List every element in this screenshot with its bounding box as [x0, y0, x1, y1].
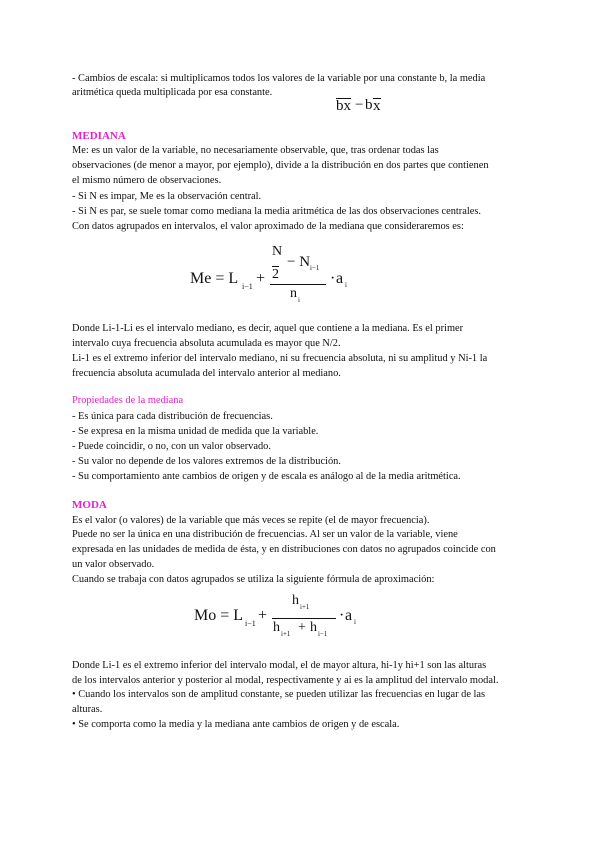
mediana-formula	[190, 244, 370, 310]
mediana-line-5: - Si N es par, se suele tomar como mediana la media aritmética de las dos observaciones centrales.	[72, 206, 481, 217]
moda-formula-num-sub: i+1	[300, 603, 310, 611]
moda-formula-a-sub: i	[354, 618, 356, 626]
moda-formula-fraction-bar	[272, 618, 336, 619]
mediana-formula-a: a	[336, 270, 344, 287]
mediana-expl-4: frecuencia absoluta acumulada del intervalo anterior al mediano.	[72, 368, 341, 379]
mediana-line-1: Me: es un valor de la variable, no necesariamente observable, que, tras ordenar todas las	[72, 145, 439, 156]
moda-formula-den-plus: +	[298, 620, 306, 635]
mediana-formula-den: n	[290, 286, 297, 301]
mediana-formula-lhs: Me = L	[190, 270, 239, 287]
mediana-formula-dot: ·	[330, 270, 336, 287]
moda-formula-den-h2: h	[310, 620, 317, 635]
mediana-formula-num-sub: i−1	[310, 264, 320, 272]
moda-expl-1: Donde Li-1 es el extremo inferior del intervalo modal, el de mayor altura, hi-1y hi+1 son las alturas	[72, 660, 487, 671]
mediana-formula-plus: +	[256, 270, 266, 287]
mediana-formula-a-sub: i	[345, 281, 347, 289]
scale-formula-x: x	[373, 98, 381, 114]
moda-line-5: Cuando se trabaja con datos agrupados se utiliza la siguiente fórmula de aproximación:	[72, 574, 435, 585]
moda-expl-5: • Se comporta como la media y la mediana ante cambios de origen y de escala.	[72, 719, 400, 730]
moda-expl-2: de los intervalos anterior y posterior al modal, respectivamente y ai es la amplitud del intervalo modal.	[72, 675, 499, 686]
moda-line-2: Puede no ser la única en una distribución de frecuencias. Al ser un valor de la variable, viene	[72, 529, 458, 540]
propiedades-heading: Propiedades de la mediana	[72, 395, 184, 406]
mediana-formula-N: N	[272, 244, 283, 259]
moda-line-1: Es el valor (o valores) de la variable que más veces se repite (el de mayor frecuencia).	[72, 515, 430, 526]
propiedades-line-3: - Puede coincidir, o no, con un valor observado.	[72, 441, 271, 452]
mediana-formula-lhs-sub: i−1	[242, 282, 253, 291]
mediana-formula-2: 2	[272, 267, 279, 282]
moda-line-3: expresada en las unidades de medida de ésta, y en distribuciones con datos no agrupados coincide con	[72, 544, 496, 555]
moda-formula-den-h1-sub: i+1	[281, 630, 291, 638]
moda-expl-4: alturas.	[72, 704, 103, 715]
mediana-formula-fraction-bar	[270, 284, 326, 285]
propiedades-line-4: - Su valor no depende de los valores extremos de la distribución.	[72, 456, 341, 467]
moda-formula-dot: ·	[339, 607, 345, 624]
scale-line-2: aritmética queda multiplicada por esa constante.	[72, 87, 273, 98]
moda-formula-plus: +	[258, 607, 268, 624]
moda-formula-den-h1: h	[273, 620, 280, 635]
propiedades-line-5: - Su comportamiento ante cambios de origen y de escala es análogo al de la media aritmética.	[72, 471, 461, 482]
moda-formula-lhs: Mo = L	[194, 607, 244, 624]
scale-formula	[336, 92, 400, 118]
mediana-formula-num-minus: − N	[287, 254, 311, 270]
moda-formula-lhs-sub: i−1	[245, 619, 256, 628]
mediana-expl-3: Li-1 es el extremo inferior del intervalo mediano, ni su frecuencia absoluta, ni su amplitud y Ni-1 la	[72, 353, 488, 364]
mediana-expl-2: intervalo cuya frecuencia absoluta acumulada es mayor que N/2.	[72, 338, 341, 349]
moda-formula-den-h2-sub: i−1	[318, 630, 328, 638]
mediana-line-3: el mismo número de observaciones.	[72, 175, 222, 186]
moda-formula-a: a	[345, 607, 353, 624]
mediana-line-6: Con datos agrupados en intervalos, el valor aproximado de la mediana que consideraremos es:	[72, 221, 464, 232]
propiedades-line-2: - Se expresa en la misma unidad de medida que la variable.	[72, 426, 319, 437]
mediana-heading: MEDIANA	[72, 130, 126, 142]
scale-formula-minus: −	[355, 97, 364, 113]
mediana-line-4: - Si N es impar, Me es la observación central.	[72, 191, 262, 202]
moda-formula	[194, 593, 374, 645]
moda-line-4: un valor observado.	[72, 559, 155, 570]
moda-expl-3: • Cuando los intervalos son de amplitud constante, se pueden utilizar las frecuencias en lugar de las	[72, 689, 486, 700]
mediana-formula-den-sub: i	[298, 296, 300, 304]
propiedades-line-1: - Es única para cada distribución de frecuencias.	[72, 411, 273, 422]
moda-heading: MODA	[72, 499, 107, 511]
scale-formula-b: b	[365, 97, 373, 113]
mediana-line-2: observaciones (de menor a mayor, por ejemplo), divide a la distribución en dos partes que contienen	[72, 160, 489, 171]
scale-formula-bx: bx	[336, 98, 351, 114]
mediana-expl-1: Donde Li-1-Li es el intervalo mediano, es decir, aquel que contiene a la mediana. Es el primer	[72, 323, 464, 334]
moda-formula-num: h	[292, 593, 299, 608]
scale-line-1: - Cambios de escala: si multiplicamos todos los valores de la variable por una constante b, la media	[72, 73, 486, 84]
